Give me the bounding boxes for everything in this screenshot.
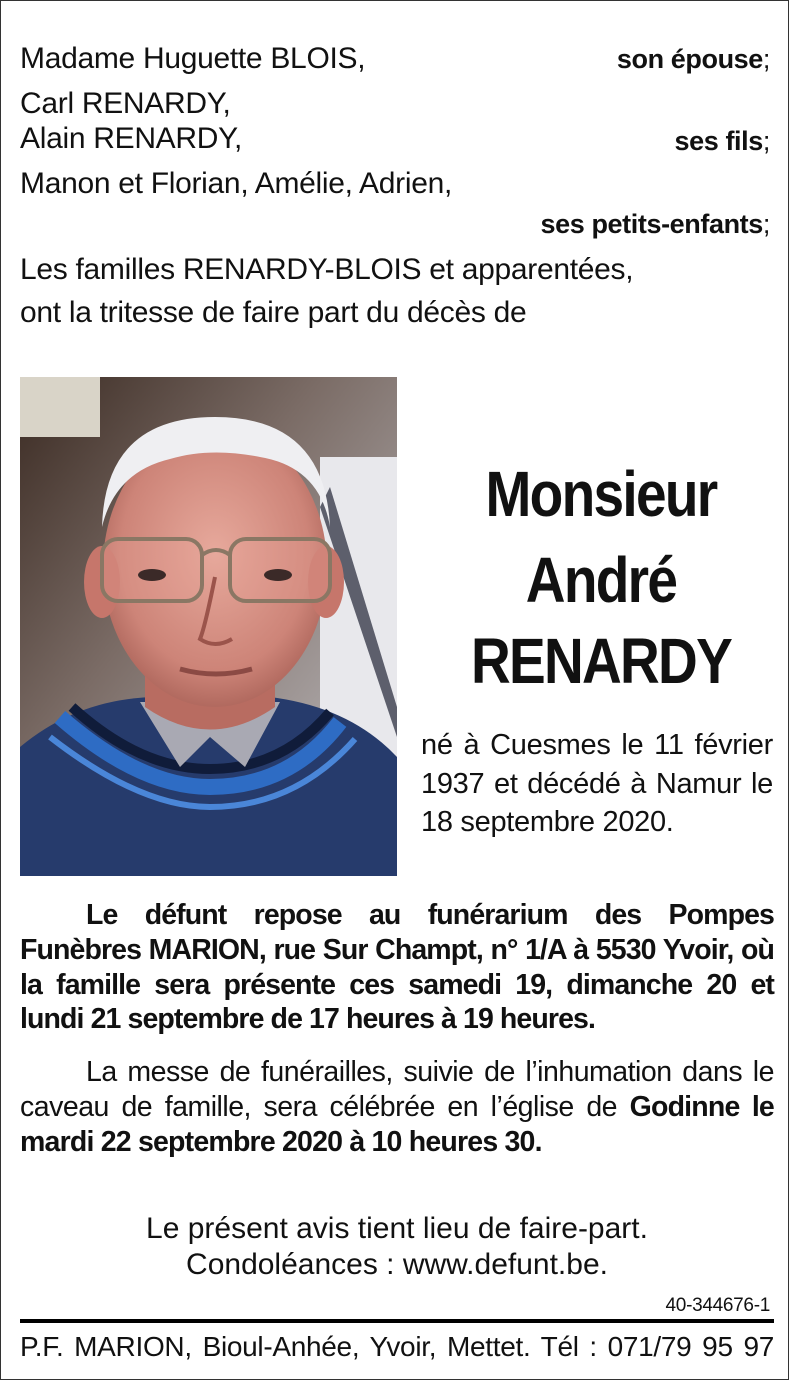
- relation-separator: ;: [762, 126, 770, 156]
- reference-number: 40-344676-1: [665, 1295, 770, 1316]
- relation-wife: [617, 46, 770, 73]
- relation-separator: ;: [762, 209, 770, 239]
- notice-line-condolences: Condoléances : www.defunt.be.: [186, 1248, 608, 1281]
- relation-grandchildren-label: ses petits-enfants: [540, 209, 763, 239]
- portrait-illustration: [20, 377, 397, 876]
- family-line-families: Les familles RENARDY-BLOIS et apparentées,: [20, 253, 634, 286]
- relation-grandchildren: [541, 211, 770, 238]
- funeral-date-location: Godinne le mardi 22 septembre 2020 à 10 heures 30.: [20, 1090, 774, 1158]
- viewing-paragraph: Le défunt repose au funérarium des Pompes Funèbres MARION, rue Sur Champt, n° 1/A à 5530 Yvoir, où la famille sera présente ces samedi 19, dimanche 20 et lundi 21 septembre de 17 heures à 19 heures.: [20, 899, 774, 1036]
- deceased-bio: né à Cuesmes le 11 février 1937 et décédé à Namur le 18 septembre 2020.: [421, 729, 773, 838]
- footer-divider: [20, 1319, 774, 1323]
- funeral-paragraph: [20, 1055, 774, 1159]
- relation-separator: ;: [762, 44, 770, 74]
- family-line-grandchildren: Manon et Florian, Amélie, Adrien,: [20, 167, 452, 200]
- family-line-son-carl: Carl RENARDY,: [20, 87, 231, 120]
- relation-wife-label: son épouse: [616, 44, 763, 74]
- relation-sons: [675, 128, 770, 155]
- relation-sons-label: ses fils: [674, 126, 763, 156]
- funeral-text: La messe de funérailles, suivie de l’inhumation dans le caveau de famille, sera célébrée en l’église de: [20, 1056, 774, 1123]
- deceased-first-name: André: [525, 544, 677, 616]
- funeral-home-footer: P.F. MARION, Bioul-Anhée, Yvoir, Mettet. Tél : 071/79 95 97: [20, 1331, 774, 1362]
- family-line-son-alain: Alain RENARDY,: [20, 122, 243, 155]
- portrait-photo: [20, 377, 397, 876]
- deceased-last-name: RENARDY: [470, 625, 732, 697]
- notice-line-faire-part: Le présent avis tient lieu de faire-part.: [146, 1212, 648, 1245]
- announcement-line: ont la tritesse de faire part du décès de: [20, 296, 527, 329]
- deceased-title: Monsieur: [485, 458, 717, 530]
- family-line-wife: Madame Huguette BLOIS,: [20, 42, 366, 75]
